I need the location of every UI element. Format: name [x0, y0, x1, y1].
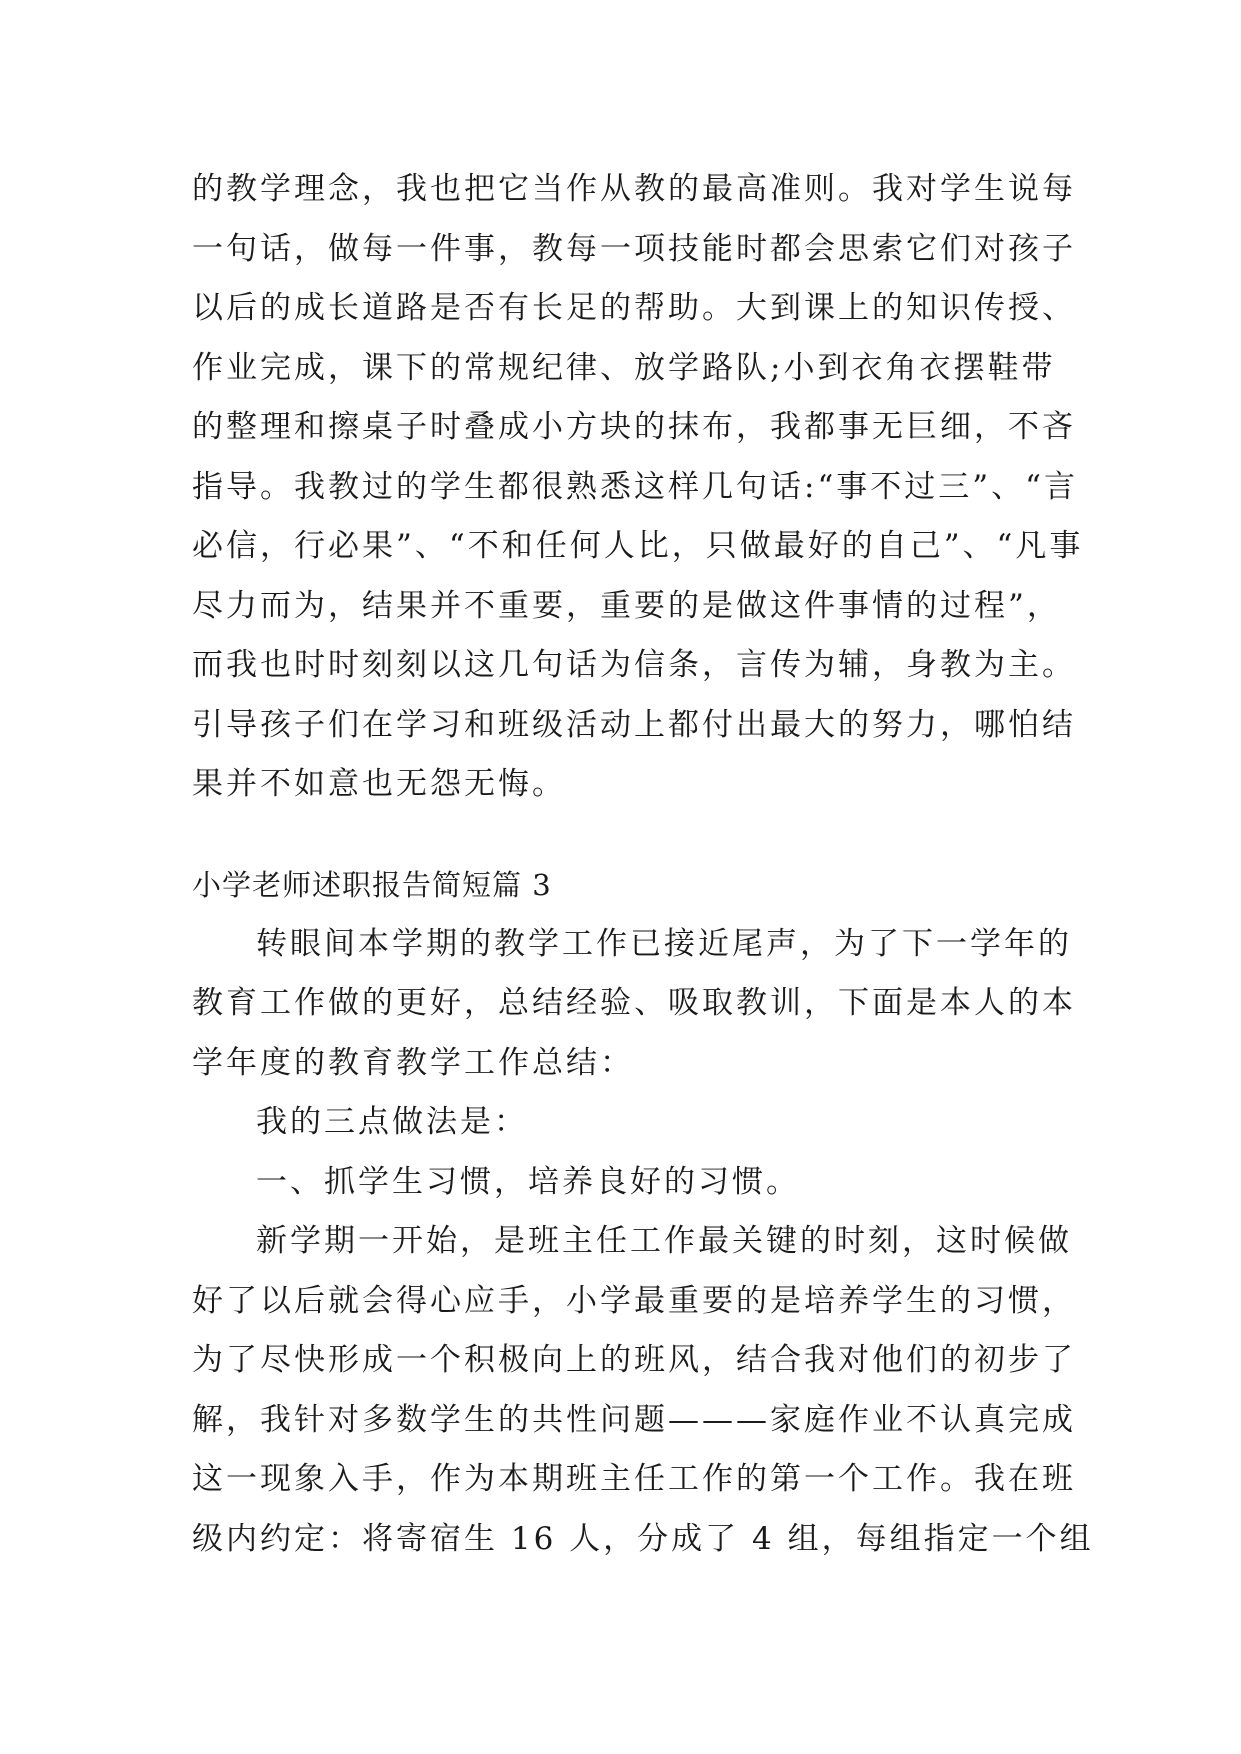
text-line: 果并不如意也无怨无悔。	[192, 766, 566, 802]
paragraph-new-semester	[192, 1212, 1094, 1569]
paragraph-teaching-philosophy	[192, 160, 1084, 815]
text-line: 为了尽快形成一个积极向上的班风，结合我对他们的初步了	[192, 1342, 1076, 1378]
section-heading: 小学老师述职报告简短篇 3	[192, 867, 552, 902]
text-line: 这一现象入手，作为本期班主任工作的第一个工作。我在班	[192, 1461, 1076, 1497]
text-line: 尽力而为，结果并不重要，重要的是做这件事情的过程”，	[192, 587, 1061, 624]
paragraph-three-methods: 我的三点做法是：	[256, 1104, 528, 1140]
text-line: 以后的成长道路是否有长足的帮助。大到课上的知识传授、	[192, 290, 1076, 326]
text-line: 的整理和擦桌子时叠成小方块的抹布，我都事无巨细，不吝	[192, 409, 1076, 445]
text-line: 而我也时时刻刻以这几句话为信条，言传为辅，身教为主。	[192, 647, 1076, 683]
text-line: 的教学理念，我也把它当作从教的最高准则。我对学生说每	[192, 171, 1076, 207]
text-line: 新学期一开始，是班主任工作最关键的时刻，这时候做	[256, 1223, 1072, 1259]
text-line: 解，我针对多数学生的共性问题———家庭作业不认真完成	[192, 1401, 1076, 1438]
text-line: 作业完成，课下的常规纪律、放学路队;小到衣角衣摆鞋带	[192, 349, 1056, 386]
paragraph-intro	[192, 915, 1076, 1094]
document-page	[192, 160, 1094, 1569]
paragraph-gap	[192, 815, 1072, 855]
text-line: 一句话，做每一件事，教每一项技能时都会思索它们对孩子	[192, 230, 1076, 267]
text-line: 学年度的教育教学工作总结：	[192, 1044, 634, 1081]
paragraph-point-one: 一、抓学生习惯，培养良好的习惯。	[256, 1163, 800, 1200]
text-line: 指导。我教过的学生都很熟悉这样几句话:“事不过三”、“言	[192, 468, 1078, 505]
text-line: 好了以后就会得心应手，小学最重要的是培养学生的习惯，	[192, 1282, 1076, 1319]
text-line: 引导孩子们在学习和班级活动上都付出最大的努力，哪怕结	[192, 706, 1076, 743]
text-line: 必信，行必果”、“不和任何人比，只做最好的自己”、“凡事	[192, 528, 1084, 564]
text-line: 教育工作做的更好，总结经验、吸取教训，下面是本人的本	[192, 985, 1076, 1021]
text-line: 转眼间本学期的教学工作已接近尾声，为了下一学年的	[256, 925, 1072, 962]
text-line: 级内约定：将寄宿生 16 人，分成了 4 组，每组指定一个组	[192, 1520, 1094, 1557]
